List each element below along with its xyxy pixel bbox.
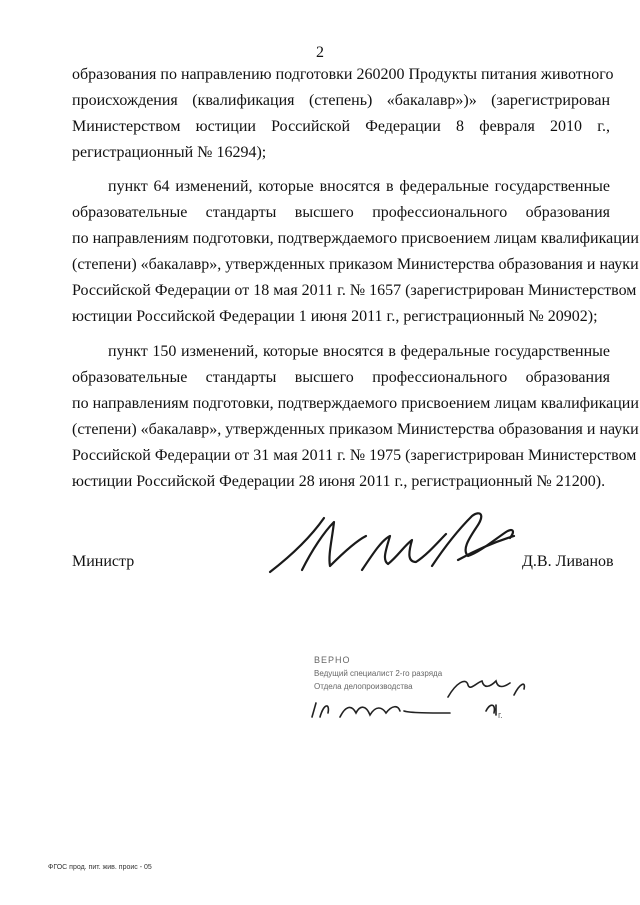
footer-code: ФГОС прод. пит. жив. проис - 05 xyxy=(48,864,152,871)
text-line: юстиции Российской Федерации 28 июня 2011 г., регистрационный № 21200). xyxy=(72,473,606,490)
text-line: образовательные стандарты высшего профессионального образования xyxy=(72,204,610,221)
text-line: образовательные стандарты высшего профессионального образования xyxy=(72,369,610,386)
stamp-line: ВЕРНО xyxy=(314,655,351,665)
text-line: регистрационный № 16294); xyxy=(72,144,267,161)
handwritten-signature xyxy=(262,500,522,585)
text-line: по направлениям подготовки, подтверждаемого присвоением лицам квалификации xyxy=(72,395,639,412)
handwriting-ink xyxy=(300,655,530,725)
certification-stamp xyxy=(300,655,530,725)
text-line: Министерством юстиции Российской Федерации 8 февраля 2010 г., xyxy=(72,118,610,135)
text-line: (степени) «бакалавр», утвержденных приказом Министерства образования и науки xyxy=(72,256,639,273)
text-line: Российской Федерации от 31 мая 2011 г. № 1975 (зарегистрирован Министерством xyxy=(72,447,637,464)
text-line: юстиции Российской Федерации 1 июня 2011 г., регистрационный № 20902); xyxy=(72,308,598,325)
page-number: 2 xyxy=(316,44,324,61)
stamp-line: Отдела делопроизводства xyxy=(314,682,413,691)
stamp-line: Ведущий специалист 2-го разряда xyxy=(314,669,443,678)
text-line: происхождения (квалификация (степень) «бакалавр»)» (зарегистрирован xyxy=(72,92,610,109)
text-line: (степени) «бакалавр», утвержденных приказом Министерства образования и науки xyxy=(72,421,639,438)
text-line: Российской Федерации от 18 мая 2011 г. № 1657 (зарегистрирован Министерством xyxy=(72,282,637,299)
paragraph-1 xyxy=(72,62,614,166)
text-line: по направлениям подготовки, подтверждаемого присвоением лицам квалификации xyxy=(72,230,639,247)
stamp-year-suffix: г. xyxy=(498,710,503,720)
text-line: пункт 150 изменений, которые вносятся в федеральные государственные xyxy=(108,343,610,360)
text-line: образования по направлению подготовки 260200 Продукты питания животного xyxy=(72,66,614,83)
text-line: пункт 64 изменений, которые вносятся в федеральные государственные xyxy=(108,178,610,195)
paragraph-3 xyxy=(72,339,639,495)
signatory-name: Д.В. Ливанов xyxy=(522,553,614,570)
signatory-title: Министр xyxy=(72,553,135,570)
paragraph-2 xyxy=(72,174,639,330)
